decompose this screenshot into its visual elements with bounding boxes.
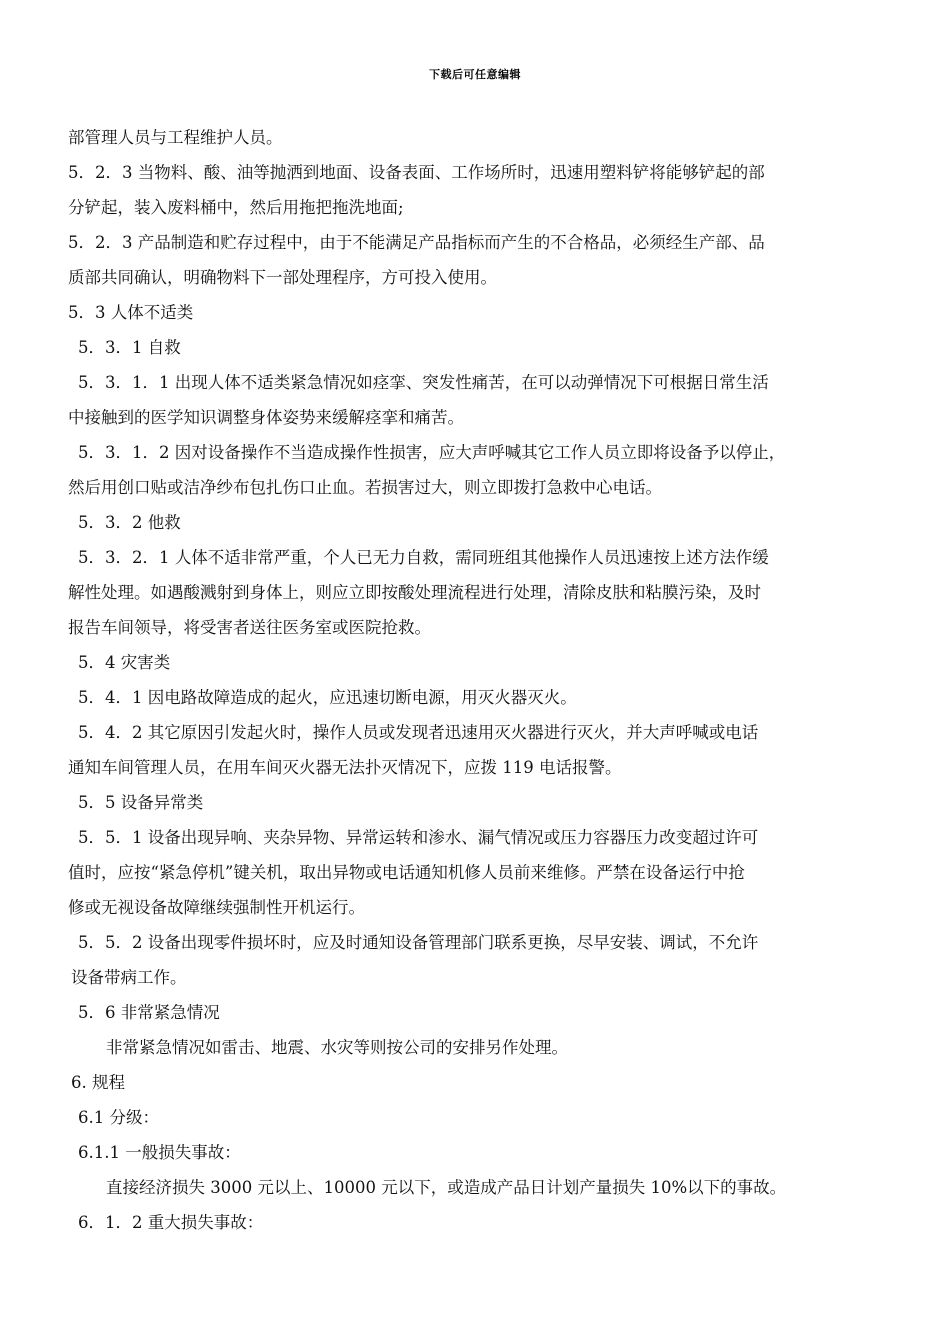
text-line: 修或无视设备故障继续强制性开机运行。: [68, 898, 365, 917]
section-heading: 5．5 设备异常类: [78, 793, 204, 812]
text-line: 5．5．2 设备出现零件损坏时，应及时通知设备管理部门联系更换，尽早安装、调试，不允许: [78, 933, 759, 952]
text-line: 然后用创口贴或洁净纱布包扎伤口止血。若损害过大，则立即拨打急救中心电话。: [68, 478, 662, 497]
text-line: 5．2．3 当物料、酸、油等抛洒到地面、设备表面、工作场所时，迅速用塑料铲将能够铲起的部: [68, 163, 765, 182]
text-line: 5．3．1．1 出现人体不适类紧急情况如痉挛、突发性痛苦，在可以动弹情况下可根据日常生活: [78, 373, 769, 392]
text-line: 分铲起，装入废料桶中，然后用拖把拖洗地面;: [68, 198, 404, 217]
text-line: 直接经济损失 3000 元以上、10000 元以下，或造成产品日计划产量损失 10%以下的事故。: [106, 1178, 787, 1197]
text-line: 5．4．2 其它原因引发起火时，操作人员或发现者迅速用灭火器进行灭火，并大声呼喊或电话: [78, 723, 759, 742]
subsection-heading: 6．1．2 重大损失事故：: [78, 1213, 264, 1232]
subsection-heading: 6.1.1 一般损失事故：: [78, 1143, 241, 1162]
text-line: 5．5．1 设备出现异响、夹杂异物、异常运转和渗水、漏气情况或压力容器压力改变超过许可: [78, 828, 759, 847]
text-line: 设备带病工作。: [71, 968, 187, 987]
text-line: 部管理人员与工程维护人员。: [68, 128, 283, 147]
chapter-heading: 6. 规程: [71, 1073, 125, 1092]
section-heading: 6.1 分级：: [78, 1108, 159, 1127]
document-body: [68, 120, 888, 1240]
section-heading: 5．6 非常紧急情况: [78, 1003, 220, 1022]
text-line: 中接触到的医学知识调整身体姿势来缓解痉挛和痛苦。: [68, 408, 464, 427]
section-heading: 5．4 灾害类: [78, 653, 171, 672]
page-header: 下载后可任意编辑: [429, 68, 521, 81]
text-line: 5．3．1．2 因对设备操作不当造成操作性损害，应大声呼喊其它工作人员立即将设备予以停止，: [78, 443, 786, 462]
section-heading: 5．3 人体不适类: [68, 303, 194, 322]
text-line: 值时，应按“紧急停机”键关机，取出异物或电话通知机修人员前来维修。严禁在设备运行中抢: [68, 863, 745, 882]
text-line: 通知车间管理人员，在用车间灭火器无法扑灭情况下，应拨 119 电话报警。: [68, 758, 622, 777]
text-line: 5．4．1 因电路故障造成的起火，应迅速切断电源，用灭火器灭火。: [78, 688, 577, 707]
text-line: 5．2．3 产品制造和贮存过程中，由于不能满足产品指标而产生的不合格品，必须经生产部、品: [68, 233, 765, 252]
text-line: 解性处理。如遇酸溅射到身体上，则应立即按酸处理流程进行处理，清除皮肤和粘膜污染，及时: [68, 583, 761, 602]
subsection-heading: 5．3．1 自救: [78, 338, 181, 357]
text-line: 5．3．2．1 人体不适非常严重，个人已无力自救，需同班组其他操作人员迅速按上述方法作缓: [78, 548, 769, 567]
subsection-heading: 5．3．2 他救: [78, 513, 181, 532]
text-line: 报告车间领导，将受害者送往医务室或医院抢救。: [68, 618, 431, 637]
text-line: 质部共同确认，明确物料下一部处理程序，方可投入使用。: [68, 268, 497, 287]
text-line: 非常紧急情况如雷击、地震、水灾等则按公司的安排另作处理。: [106, 1038, 568, 1057]
